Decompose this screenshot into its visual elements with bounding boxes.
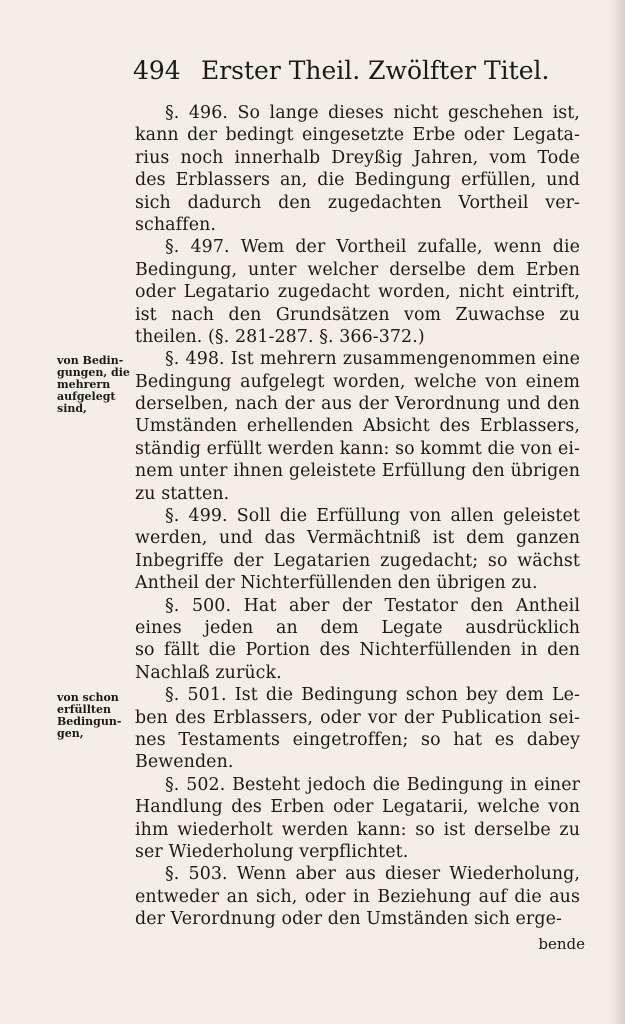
text-line: entweder an sich, oder in Beziehung auf die aus [135, 886, 580, 907]
text-line: ist nach den Grundsätzen vom Zuwachse zu [135, 304, 580, 325]
text-line: §. 501. Ist die Bedingung schon bey dem Le- [165, 685, 580, 706]
margin-note [57, 355, 139, 415]
text-line: so fällt die Portion des Nichterfüllenden in den [135, 640, 580, 661]
paragraph [135, 505, 580, 595]
text-line: derselben, nach der aus der Verordnung und den [135, 394, 580, 415]
text-line: Antheil der Nichterfüllenden den übrigen zu. [135, 573, 538, 594]
margin-note [57, 692, 139, 740]
margin-note-line: sind, [57, 402, 87, 415]
margin-note-line: gungen, die [57, 366, 130, 379]
paragraph [135, 102, 580, 236]
page-header [133, 54, 573, 88]
text-line: §. 499. Soll die Erfüllung von allen geleistet [165, 506, 580, 527]
text-line: §. 502. Besteht jedoch die Bedingung in einer [165, 774, 580, 795]
text-line: oder Legatario zugedacht worden, nicht eintrift, [135, 282, 580, 303]
text-line: nes Testaments eingetroffen; so hat es dabey [135, 729, 580, 750]
text-line: ben des Erblassers, oder vor der Publication sei- [135, 707, 580, 728]
paragraph [135, 236, 580, 348]
text-line: Umständen erhellenden Absicht des Erblassers, [135, 416, 580, 437]
page-number: 494 [133, 56, 181, 85]
text-line: eines jeden an dem Legate ausdrücklich [135, 617, 580, 638]
text-line: sich dadurch den zugedachten Vortheil ver- [135, 192, 580, 213]
text-line: Bedingung aufgelegt worden, welche von einem [135, 371, 580, 392]
running-title: Erster Theil. Zwölfter Titel. [200, 56, 550, 85]
paragraph [135, 863, 580, 930]
text-line: der Verordnung oder den Umständen sich erge- [135, 909, 562, 930]
page-edge-shadow [609, 0, 625, 1024]
text-line: theilen. (§. 281-287. §. 366-372.) [135, 326, 425, 347]
text-line: Bedingung, unter welcher derselbe dem Erben [135, 259, 580, 280]
paragraph [135, 348, 580, 505]
catchword: bende [538, 935, 585, 953]
margin-note-line: von schon [57, 691, 119, 704]
text-line: Inbegriffe der Legatarien zugedacht; so wächst [135, 550, 580, 571]
text-line: ser Wiederholung verpflichtet. [135, 841, 409, 862]
text-line: §. 497. Wem der Vortheil zufalle, wenn die [165, 237, 580, 258]
paragraph [135, 684, 580, 774]
paragraph [135, 774, 580, 864]
text-line: rius noch innerhalb Dreyßig Jahren, vom Tode [135, 147, 580, 168]
text-line: zu statten. [135, 483, 230, 504]
text-line: Handlung des Erben oder Legatarii, welche von [135, 797, 580, 818]
text-line: werden, und das Vermächtniß ist dem ganzen [135, 528, 580, 549]
text-line: §. 503. Wenn aber aus dieser Wiederholung, [165, 864, 580, 885]
text-line: ständig erfüllt werden kann: so kommt die von ei- [135, 438, 580, 459]
text-line: ihm wiederholt werden kann: so ist derselbe zu [135, 819, 580, 840]
text-line: kann der bedingt eingesetzte Erbe oder Legata- [135, 125, 580, 146]
text-line: Nachlaß zurück. [135, 662, 282, 683]
margin-note-line: erfüllten [57, 703, 111, 716]
paragraph [135, 595, 580, 685]
text-line: §. 500. Hat aber der Testator den Antheil [165, 595, 580, 616]
text-line: schaffen. [135, 214, 217, 235]
text-line: Bewenden. [135, 752, 234, 773]
margin-note-line: Bedingun- [57, 715, 122, 728]
margin-note-line: gen, [57, 727, 84, 740]
main-text [135, 102, 580, 930]
text-line: §. 498. Ist mehrern zusammengenommen eine [165, 349, 580, 370]
margin-note-line: aufgelegt [57, 390, 116, 403]
margin-note-line: von Bedin- [57, 354, 124, 367]
text-line: nem unter ihnen geleistete Erfüllung den übrigen [135, 461, 580, 482]
text-line: des Erblassers an, die Bedingung erfüllen, und [135, 170, 580, 191]
margin-note-line: mehrern [57, 378, 111, 391]
text-line: §. 496. So lange dieses nicht geschehen ist, [165, 103, 580, 123]
